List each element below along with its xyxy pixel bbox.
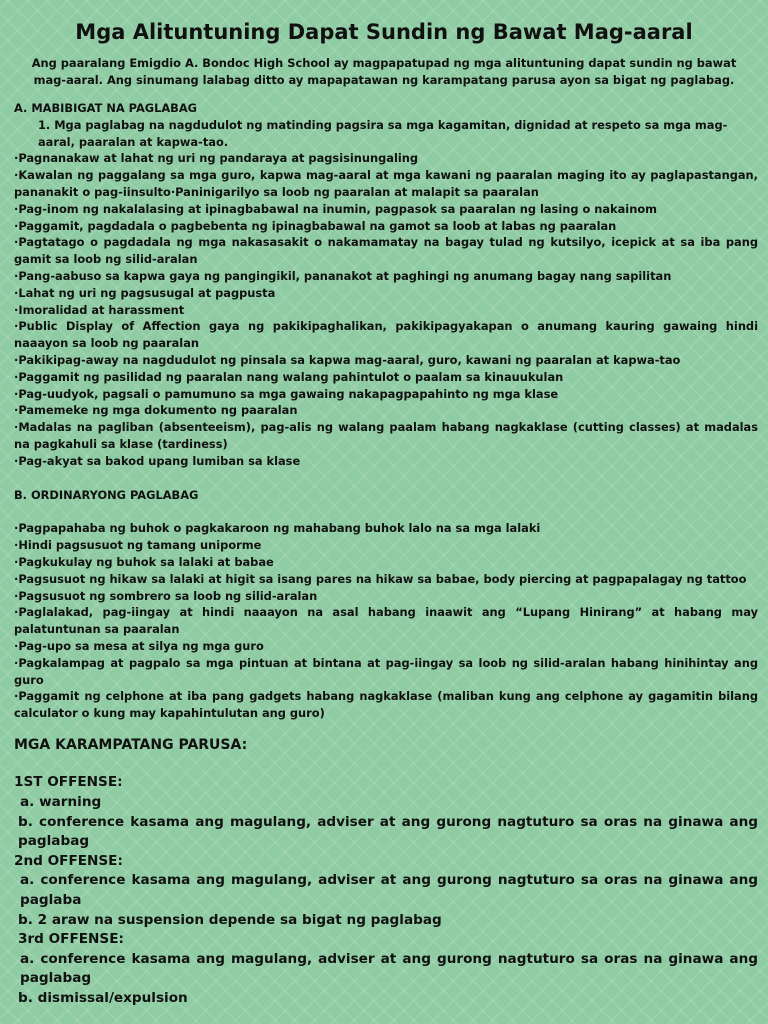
list-item: ·Paggamit, pagdadala o pagbebenta ng ipinagbabawal na gamot sa loob at labas ng paaralan [14, 218, 617, 233]
document-title: Mga Alituntuning Dapat Sundin ng Bawat Mag-aaral [75, 20, 693, 44]
list-item: ·Madalas na pagliban (absenteeism), pag-alis ng walang paalam habang nagkaklase (cutting classes) at madalas na pagkahuli sa klase (tardiness) [14, 420, 758, 451]
list-item: ·Imoralidad at harassment [14, 302, 185, 317]
section-b-spacer [14, 503, 758, 520]
list-item: ·Pamemeke ng mga dokumento ng paaralan [14, 403, 298, 418]
second-offense-label: 2nd OFFENSE: [14, 852, 123, 869]
section-a-numbered-item: 1. Mga paglabag na nagdudulot ng matinding pagsira sa mga kagamitan, dignidad at respeto sa mga mag-aaral, paaralan at kapwa-tao. [38, 117, 728, 149]
list-item: ·Pagpapahaba ng buhok o pagkakaroon ng mahabang buhok lalo na sa mga lalaki [14, 521, 541, 536]
list-item: ·Pag-inom ng nakalalasing at ipinagbabawal na inumin, pagpasok sa paaralan ng lasing o nakainom [14, 201, 658, 216]
list-item: ·Pag-upo sa mesa at silya ng mga guro [14, 638, 264, 653]
first-offense-a: a. warning [20, 794, 102, 811]
list-item: ·Hindi pagsusuot ng tamang uniporme [14, 538, 262, 553]
section-a-list [14, 150, 758, 469]
list-item: ·Pagnanakaw at lahat ng uri ng pandaraya at pagsisinungaling [14, 151, 419, 166]
third-offense-a: a. conference kasama ang magulang, adviser at ang gurong nagtuturo sa oras na ginawa ang paglabag [20, 950, 758, 987]
section-b-heading: B. ORDINARYONG PAGLABAG [14, 487, 199, 502]
section-b-list [14, 520, 758, 722]
list-item: ·Pagkukulay ng buhok sa lalaki at babae [14, 554, 274, 569]
second-offense-a: a. conference kasama ang magulang, adviser at ang gurong nagtuturo sa oras na ginawa ang paglaba [20, 872, 758, 909]
penalties-section [14, 736, 758, 1009]
first-offense-label: 1ST OFFENSE: [14, 774, 123, 791]
list-item: ·Public Display of Affection gaya ng pakikipaghalikan, pakikipagyakapan o anumang kauring gawaing hindi naaayon sa loob ng paaralan [14, 319, 758, 351]
list-item: ·Kawalan ng paggalang sa mga guro, kapwa mag-aaral at mga kawani ng paaralan maging ito ay paglapastangan, pananakit o pag-iinsulto·Paninigarilyo sa loob ng paaralan at malapit sa paaralan [14, 168, 758, 199]
list-item: ·Pagkalampag at pagpalo sa mga pintuan at bintana at pag-iingay sa loob ng silid-aralan habang hinihintay ang guro [14, 655, 758, 687]
list-item: ·Paggamit ng celphone at iba pang gadgets habang nagkaklase (maliban kung ang celphone ay gagamitin bilang calculator o kung may kapahintulutan ang guro) [14, 689, 758, 721]
rules-body [14, 100, 758, 722]
list-item: ·Lahat ng uri ng pagsusugal at pagpusta [14, 285, 276, 300]
list-item: ·Pag-uudyok, pagsali o pamumuno sa mga gawaing nakapagpapahinto ng mga klase [14, 386, 559, 401]
list-item: ·Paglalakad, pag-iingay at hindi naaayon na asal habang inaawit ang “Lupang Hinirang” at habang may palatuntunan sa paaralan [14, 605, 758, 637]
list-item: ·Pagtatago o pagdadala ng mga nakasasakit o nakamamatay na bagay tulad ng kutsilyo, icepick at sa iba pang gamit sa loob ng silid-aralan [14, 235, 758, 267]
third-offense-label: 3rd OFFENSE: [18, 931, 124, 948]
penalties-spacer [14, 755, 758, 773]
penalties-heading: MGA KARAMPATANG PARUSA: [14, 736, 248, 753]
second-offense-b: b. 2 araw na suspension depende sa bigat ng paglabag [18, 911, 442, 928]
intro-paragraph: Ang paaralang Emigdio A. Bondoc High School ay magpapatupad ng mga alituntuning dapat sundin ng bawat mag-aaral. Ang sinumang lalabag ditto ay mapapatawan ng karampatang parusa ayon sa bigat ng paglabag. [31, 56, 737, 87]
section-a-heading: A. MABIBIGAT NA PAGLABAG [14, 101, 198, 115]
list-item: ·Pang-aabuso sa kapwa gaya ng pangingikil, pananakot at paghingi ng anumang bagay nang sapilitan [14, 268, 672, 283]
list-item: ·Paggamit ng pasilidad ng paaralan nang walang pahintulot o paalam sa kinauukulan [14, 369, 564, 384]
list-item: ·Pagsusuot ng sombrero sa loob ng silid-aralan [14, 588, 318, 603]
list-item: ·Pag-akyat sa bakod upang lumiban sa klase [14, 453, 301, 468]
third-offense-b: b. dismissal/expulsion [18, 990, 188, 1007]
list-item: ·Pakikipag-away na nagdudulot ng pinsala sa kapwa mag-aaral, guro, kawani ng paaralan at kapwa-tao [14, 352, 681, 367]
list-item: ·Pagsusuot ng hikaw sa lalaki at higit sa isang pares na hikaw sa babae, body piercing at pagpapalagay ng tattoo [14, 571, 747, 586]
first-offense-b: b. conference kasama ang magulang, adviser at ang gurong nagtuturo sa oras na ginawa ang paglabag [18, 813, 758, 850]
